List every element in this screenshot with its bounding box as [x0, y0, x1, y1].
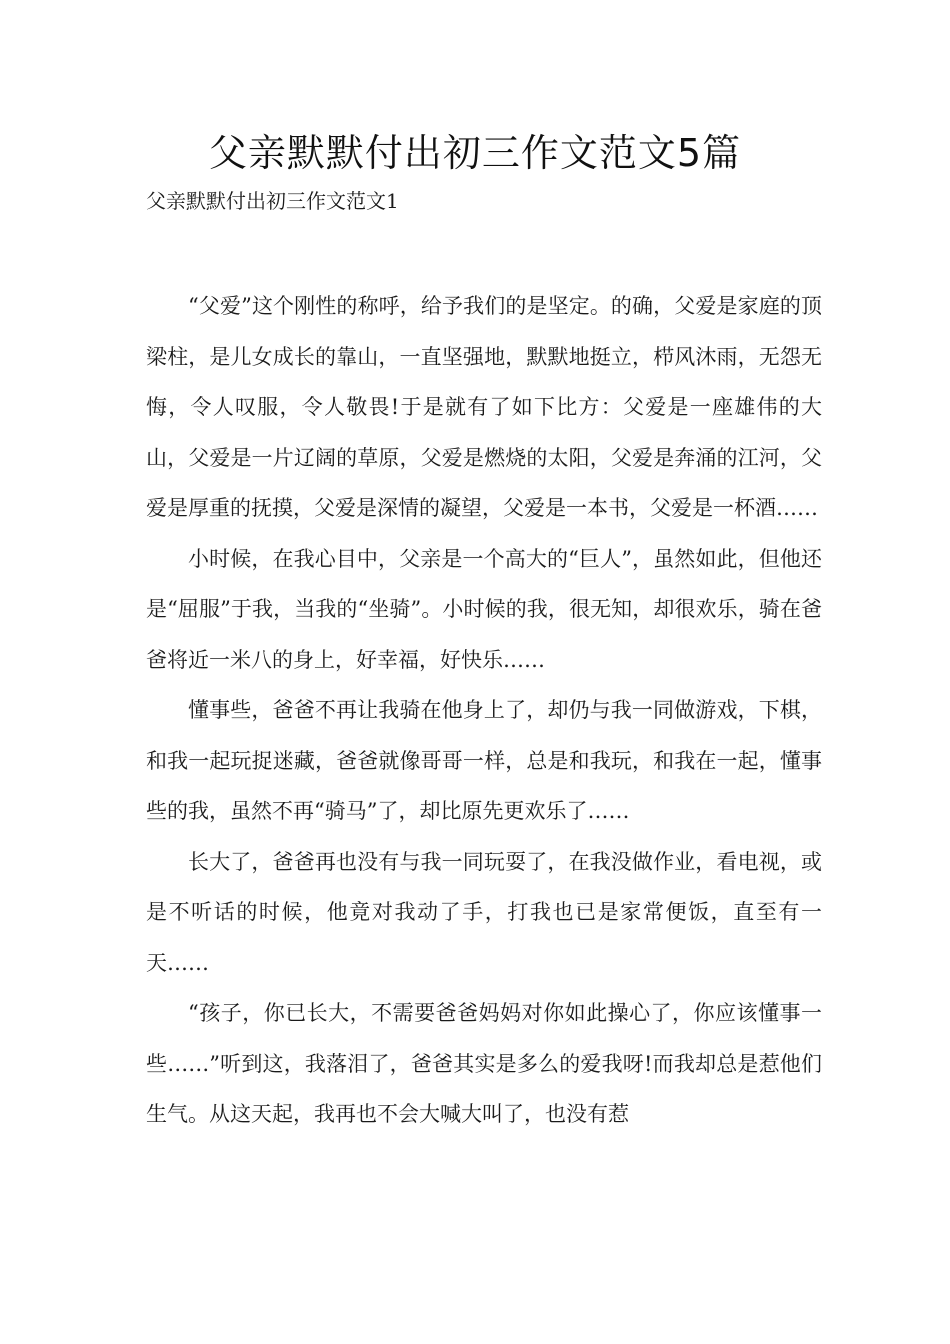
paragraph-1: “父爱”这个刚性的称呼，给予我们的是坚定。的确，父爱是家庭的顶梁柱，是儿女成长的靠山，一直坚强地，默默地挺立，栉风沐雨，无怨无悔，令人叹服，令人敬畏!于是就有了如下比方：父爱是一座雄伟的大山，父爱是一片辽阔的草原，父爱是燃烧的太阳，父爱是奔涌的江河，父爱是厚重的抚摸，父爱是深情的凝望，父爱是一本书，父爱是一杯酒……	[146, 294, 822, 520]
paragraph-3: 懂事些，爸爸不再让我骑在他身上了，却仍与我一同做游戏，下棋，和我一起玩捉迷藏，爸爸就像哥哥一样，总是和我玩，和我在一起，懂事些的我，虽然不再“骑马”了，却比原先更欢乐了……	[146, 698, 822, 823]
page-title: 父亲默默付出初三作文范文5篇	[208, 131, 742, 175]
paragraph-5: “孩子，你已长大，不需要爸爸妈妈对你如此操心了，你应该懂事一些……”听到这，我落泪了，爸爸其实是多么的爱我呀!而我却总是惹他们生气。从这天起，我再也不会大喊大叫了，也没有惹	[146, 1001, 822, 1126]
article-body	[146, 281, 822, 1140]
paragraph-2: 小时候，在我心目中，父亲是一个高大的“巨人”，虽然如此，但他还是“屈服”于我，当我的“坐骑”。小时候的我，很无知，却很欢乐，骑在爸爸将近一米八的身上，好幸福，好快乐……	[146, 546, 822, 672]
paragraph-4: 长大了，爸爸再也没有与我一同玩耍了，在我没做作业，看电视，或是不听话的时候，他竟对我动了手，打我也已是家常便饭，直至有一天……	[146, 849, 822, 975]
section-subtitle: 父亲默默付出初三作文范文1	[146, 189, 399, 213]
